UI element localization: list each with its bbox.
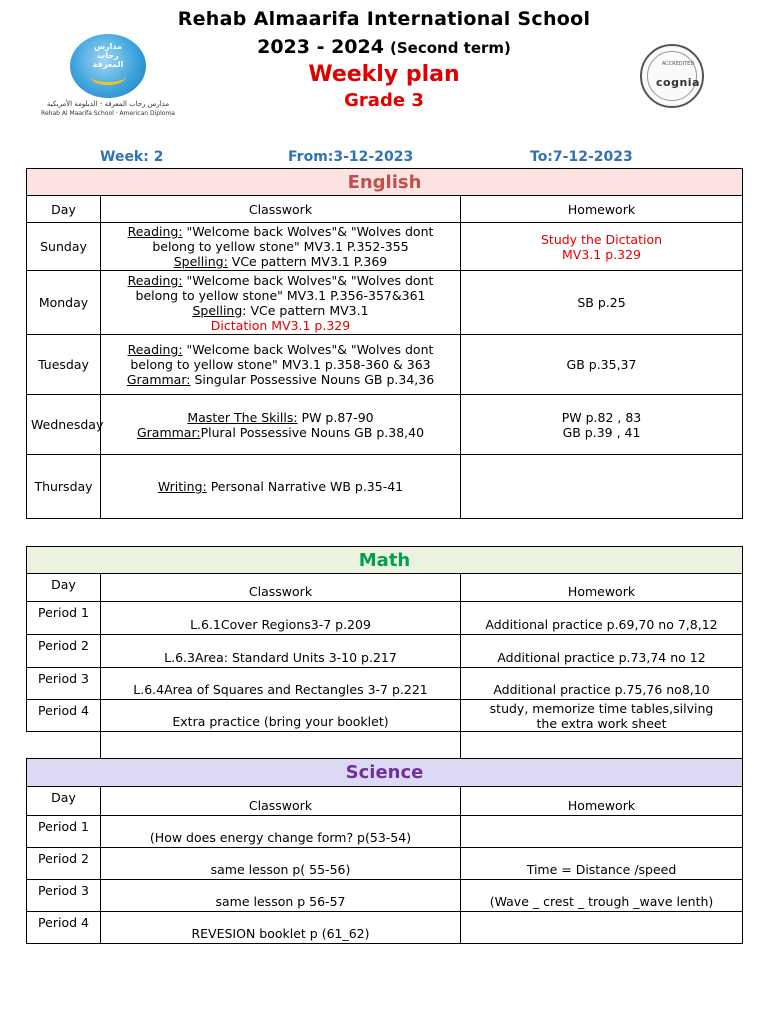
period-cell: Period 1 [27,816,101,848]
table-row [27,912,743,944]
reading-text: "Welcome back Wolves"& "Wolves dont belong to yellow stone" MV3.1 p.358-360 & 363 [130,342,434,372]
table-row [27,668,743,700]
math-table [26,546,743,759]
table-row [27,271,743,335]
reading-text: "Welcome back Wolves"& "Wolves dont belong to yellow stone" MV3.1 P.356-357&361 [135,272,434,303]
reading-label: Reading: [127,224,183,239]
week-to-date: To:7-12-2023 [530,149,633,165]
logo-caption-arabic: مدارس رحاب المعرفة - الدبلومة الأمريكية [46,100,170,108]
spelling-text: VCe pattern MV3.1 P.369 [227,254,388,269]
plan-title: Weekly plan [308,62,460,87]
classwork-cell: L.6.1Cover Regions3-7 p.209 [101,602,461,635]
col-header-day: Day [27,196,101,223]
col-header-classwork: Classwork [101,574,461,602]
school-name: Rehab Almaarifa International School [177,8,591,30]
homework-cell: Additional practice p.69,70 no 7,8,12 [461,602,743,635]
writing-text: Personal Narrative WB p.35-41 [206,479,404,494]
table-row [27,223,743,271]
writing-label: Writing: [157,479,207,494]
english-header-row [27,196,743,223]
homework-cell: Additional practice p.75,76 no8,10 [461,668,743,700]
spelling-label: Spelling [192,302,243,318]
homework-cell: (Wave _ crest _ trough _wave lenth) [461,880,743,912]
cognia-accreditation-seal [640,44,704,108]
reading-label: Reading: [127,342,183,357]
empty-row [27,732,743,759]
classwork-cell: same lesson p( 55-56) [101,848,461,880]
day-cell: Sunday [27,223,101,271]
homework-cell [461,395,743,455]
classwork-cell: same lesson p 56-57 [101,880,461,912]
grade-label: Grade 3 [344,90,424,111]
period-cell: Period 2 [27,635,101,668]
period-cell: Period 3 [27,880,101,912]
grammar-label: Grammar: [126,372,191,387]
period-cell: Period 4 [27,700,101,732]
empty-cell [461,732,743,759]
table-row [27,335,743,395]
homework-line: study, memorize time tables,silving [489,700,714,716]
table-row [27,848,743,880]
day-cell: Wednesday [27,395,101,455]
grammar-label: Grammar: [136,424,201,440]
logo-caption-english: Rehab Al Maarifa School · American Diploma [41,110,175,117]
seal-ring [647,51,700,101]
col-header-day: Day [27,574,101,602]
classwork-cell [101,395,461,455]
seal-accredited-text: ACCREDITED [661,61,695,67]
homework-cell: SB p.25 [461,271,743,335]
classwork-cell: L.6.3Area: Standard Units 3-10 p.217 [101,635,461,668]
homework-line: MV3.1 p.329 [562,246,641,262]
science-title: Science [27,759,743,787]
english-title: English [27,169,743,196]
table-row [27,635,743,668]
grammar-text: Plural Possessive Nouns GB p.38,40 [200,424,425,440]
table-row [27,880,743,912]
empty-cell [27,732,101,759]
homework-cell: Time = Distance /speed [461,848,743,880]
english-table [26,168,743,519]
table-row [27,455,743,519]
homework-line: Study the Dictation [540,231,663,247]
table-row [27,395,743,455]
col-header-classwork: Classwork [101,787,461,816]
day-cell: Monday [27,271,101,335]
skills-label: Master The Skills: [187,409,298,425]
empty-cell [101,732,461,759]
classwork-cell [101,271,461,335]
homework-cell [461,816,743,848]
period-cell: Period 3 [27,668,101,700]
period-cell: Period 4 [27,912,101,944]
dictation-text: Dictation MV3.1 p.329 [210,317,351,333]
col-header-homework: Homework [461,574,743,602]
homework-line: PW p.82 , 83 [561,409,642,425]
classwork-cell: (How does energy change form? p(53-54) [101,816,461,848]
grammar-text: Singular Possessive Nouns GB p.34,36 [190,372,435,387]
homework-cell: Additional practice p.73,74 no 12 [461,635,743,668]
period-cell: Period 2 [27,848,101,880]
classwork-cell [101,455,461,519]
spelling-label: Spelling: [173,254,228,269]
classwork-cell: REVESION booklet p (61_62) [101,912,461,944]
table-row [27,816,743,848]
term-label: (Second term) [389,39,511,57]
classwork-cell [101,335,461,395]
logo-arabic-name: مدارس رحاب المعرفة [92,42,124,69]
col-header-classwork: Classwork [101,196,461,223]
classwork-cell: Extra practice (bring your booklet) [101,700,461,732]
period-cell: Period 1 [27,602,101,635]
homework-line: GB p.39 , 41 [562,424,641,440]
table-row [27,602,743,635]
col-header-day: Day [27,787,101,816]
table-row [27,700,743,732]
science-table [26,758,743,944]
science-header-row [27,787,743,816]
col-header-homework: Homework [461,196,743,223]
reading-label: Reading: [127,272,183,288]
week-from-date: From:3-12-2023 [288,149,414,165]
day-cell: Thursday [27,455,101,519]
classwork-cell: L.6.4Area of Squares and Rectangles 3-7 p.221 [101,668,461,700]
homework-line: the extra work sheet [536,715,667,731]
homework-cell [461,455,743,519]
math-title: Math [27,547,743,574]
page-header [0,0,768,140]
year-range: 2023 - 2024 [257,36,384,58]
col-header-homework: Homework [461,787,743,816]
homework-cell [461,700,743,732]
math-header-row [27,574,743,602]
spelling-text: : VCe pattern MV3.1 [242,302,369,318]
reading-text: "Welcome back Wolves"& "Wolves dont belong to yellow stone" MV3.1 P.352-355 [152,224,434,254]
homework-cell: GB p.35,37 [461,335,743,395]
week-number: Week: 2 [100,149,164,165]
skills-text: PW p.87-90 [297,409,374,425]
homework-cell [461,912,743,944]
day-cell: Tuesday [27,335,101,395]
seal-brand-text: cognia [656,76,700,89]
classwork-cell [101,223,461,271]
homework-cell [461,223,743,271]
